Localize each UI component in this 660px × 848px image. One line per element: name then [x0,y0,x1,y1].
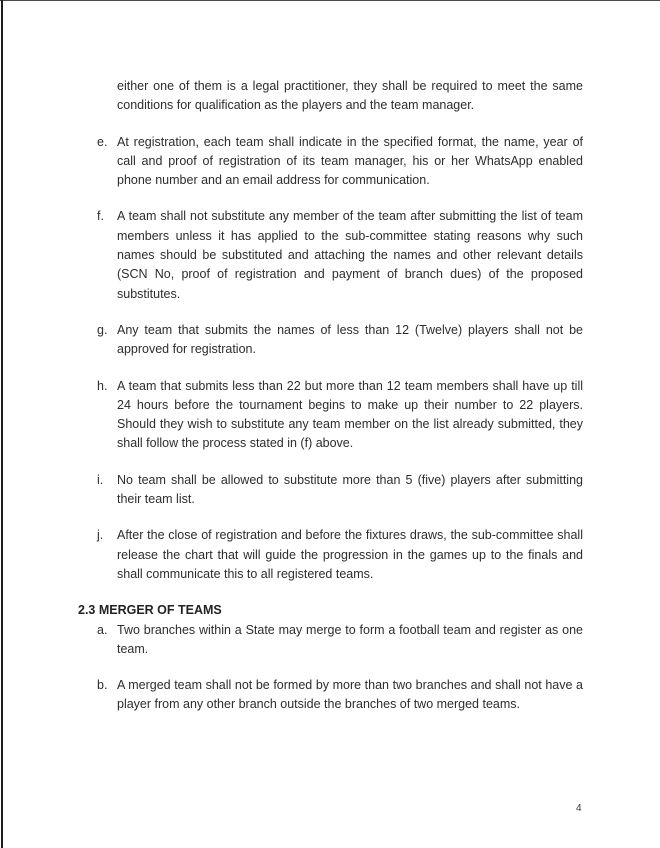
page-number: 4 [576,803,582,814]
list-item-marker: e. [97,134,108,149]
document-body [78,77,583,732]
list-item-marker: i. [97,472,104,487]
list-item-text: After the close of registration and before the fixtures draws, the sub-committee shall release the chart that will guide the progression in the games up to the finals and shall communicate this to all registered teams. [117,528,583,581]
list-item-text: A team that submits less than 22 but more than 12 team members shall have up till 24 hours before the tournament begins to make up their number to 22 players. Should they wish to substitute any team member on the list already submitted, they shall follow the process stated in (f) above. [117,378,583,451]
list-item-marker: b. [97,678,108,693]
list-item-text: Two branches within a State may merge to form a football team and register as one team. [117,622,583,656]
list-item-f [97,207,583,303]
list-item-i [97,471,583,510]
list-item-text: Any team that submits the names of less than 12 (Twelve) players shall not be approved for registration. [117,322,583,357]
page-left-edge-line [1,0,3,848]
list-item-text: A merged team shall not be formed by more than two branches and shall not have a player from any other branch outside the branches of two merged teams. [117,678,583,712]
list-item-marker: f. [97,209,104,224]
section-heading-merger-of-teams: 2.3 MERGER OF TEAMS [78,603,222,618]
section-item-b [97,676,583,715]
list-item-text: At registration, each team shall indicate in the specified format, the name, year of call and proof of registration of its team manager, his or her WhatsApp enabled phone number and an email address for communication. [117,134,583,188]
list-item-marker: j. [97,528,104,543]
list-item-e [97,133,583,191]
list-item-text: No team shall be allowed to substitute more than 5 (five) players after submitting their team list. [117,472,583,507]
continuation-paragraph: either one of them is a legal practitioner, they shall be required to meet the same conditions for qualification as the players and the team manager. [117,79,583,113]
list-item-marker: g. [97,322,108,337]
list-item-marker: a. [97,622,108,637]
section-item-a [97,621,583,660]
list-item-marker: h. [97,378,108,393]
list-item-text: A team shall not substitute any member of the team after submitting the list of team members unless it has applied to the sub-committee stating reasons why such names should be substituted and attaching the names and other relevant details (SCN No, proof of registration and payment of branch dues) of the proposed substitutes. [117,209,583,301]
list-item-h [97,377,583,454]
list-item-g [97,321,583,360]
list-item-j [97,526,583,584]
page-top-edge-line [0,0,660,1]
